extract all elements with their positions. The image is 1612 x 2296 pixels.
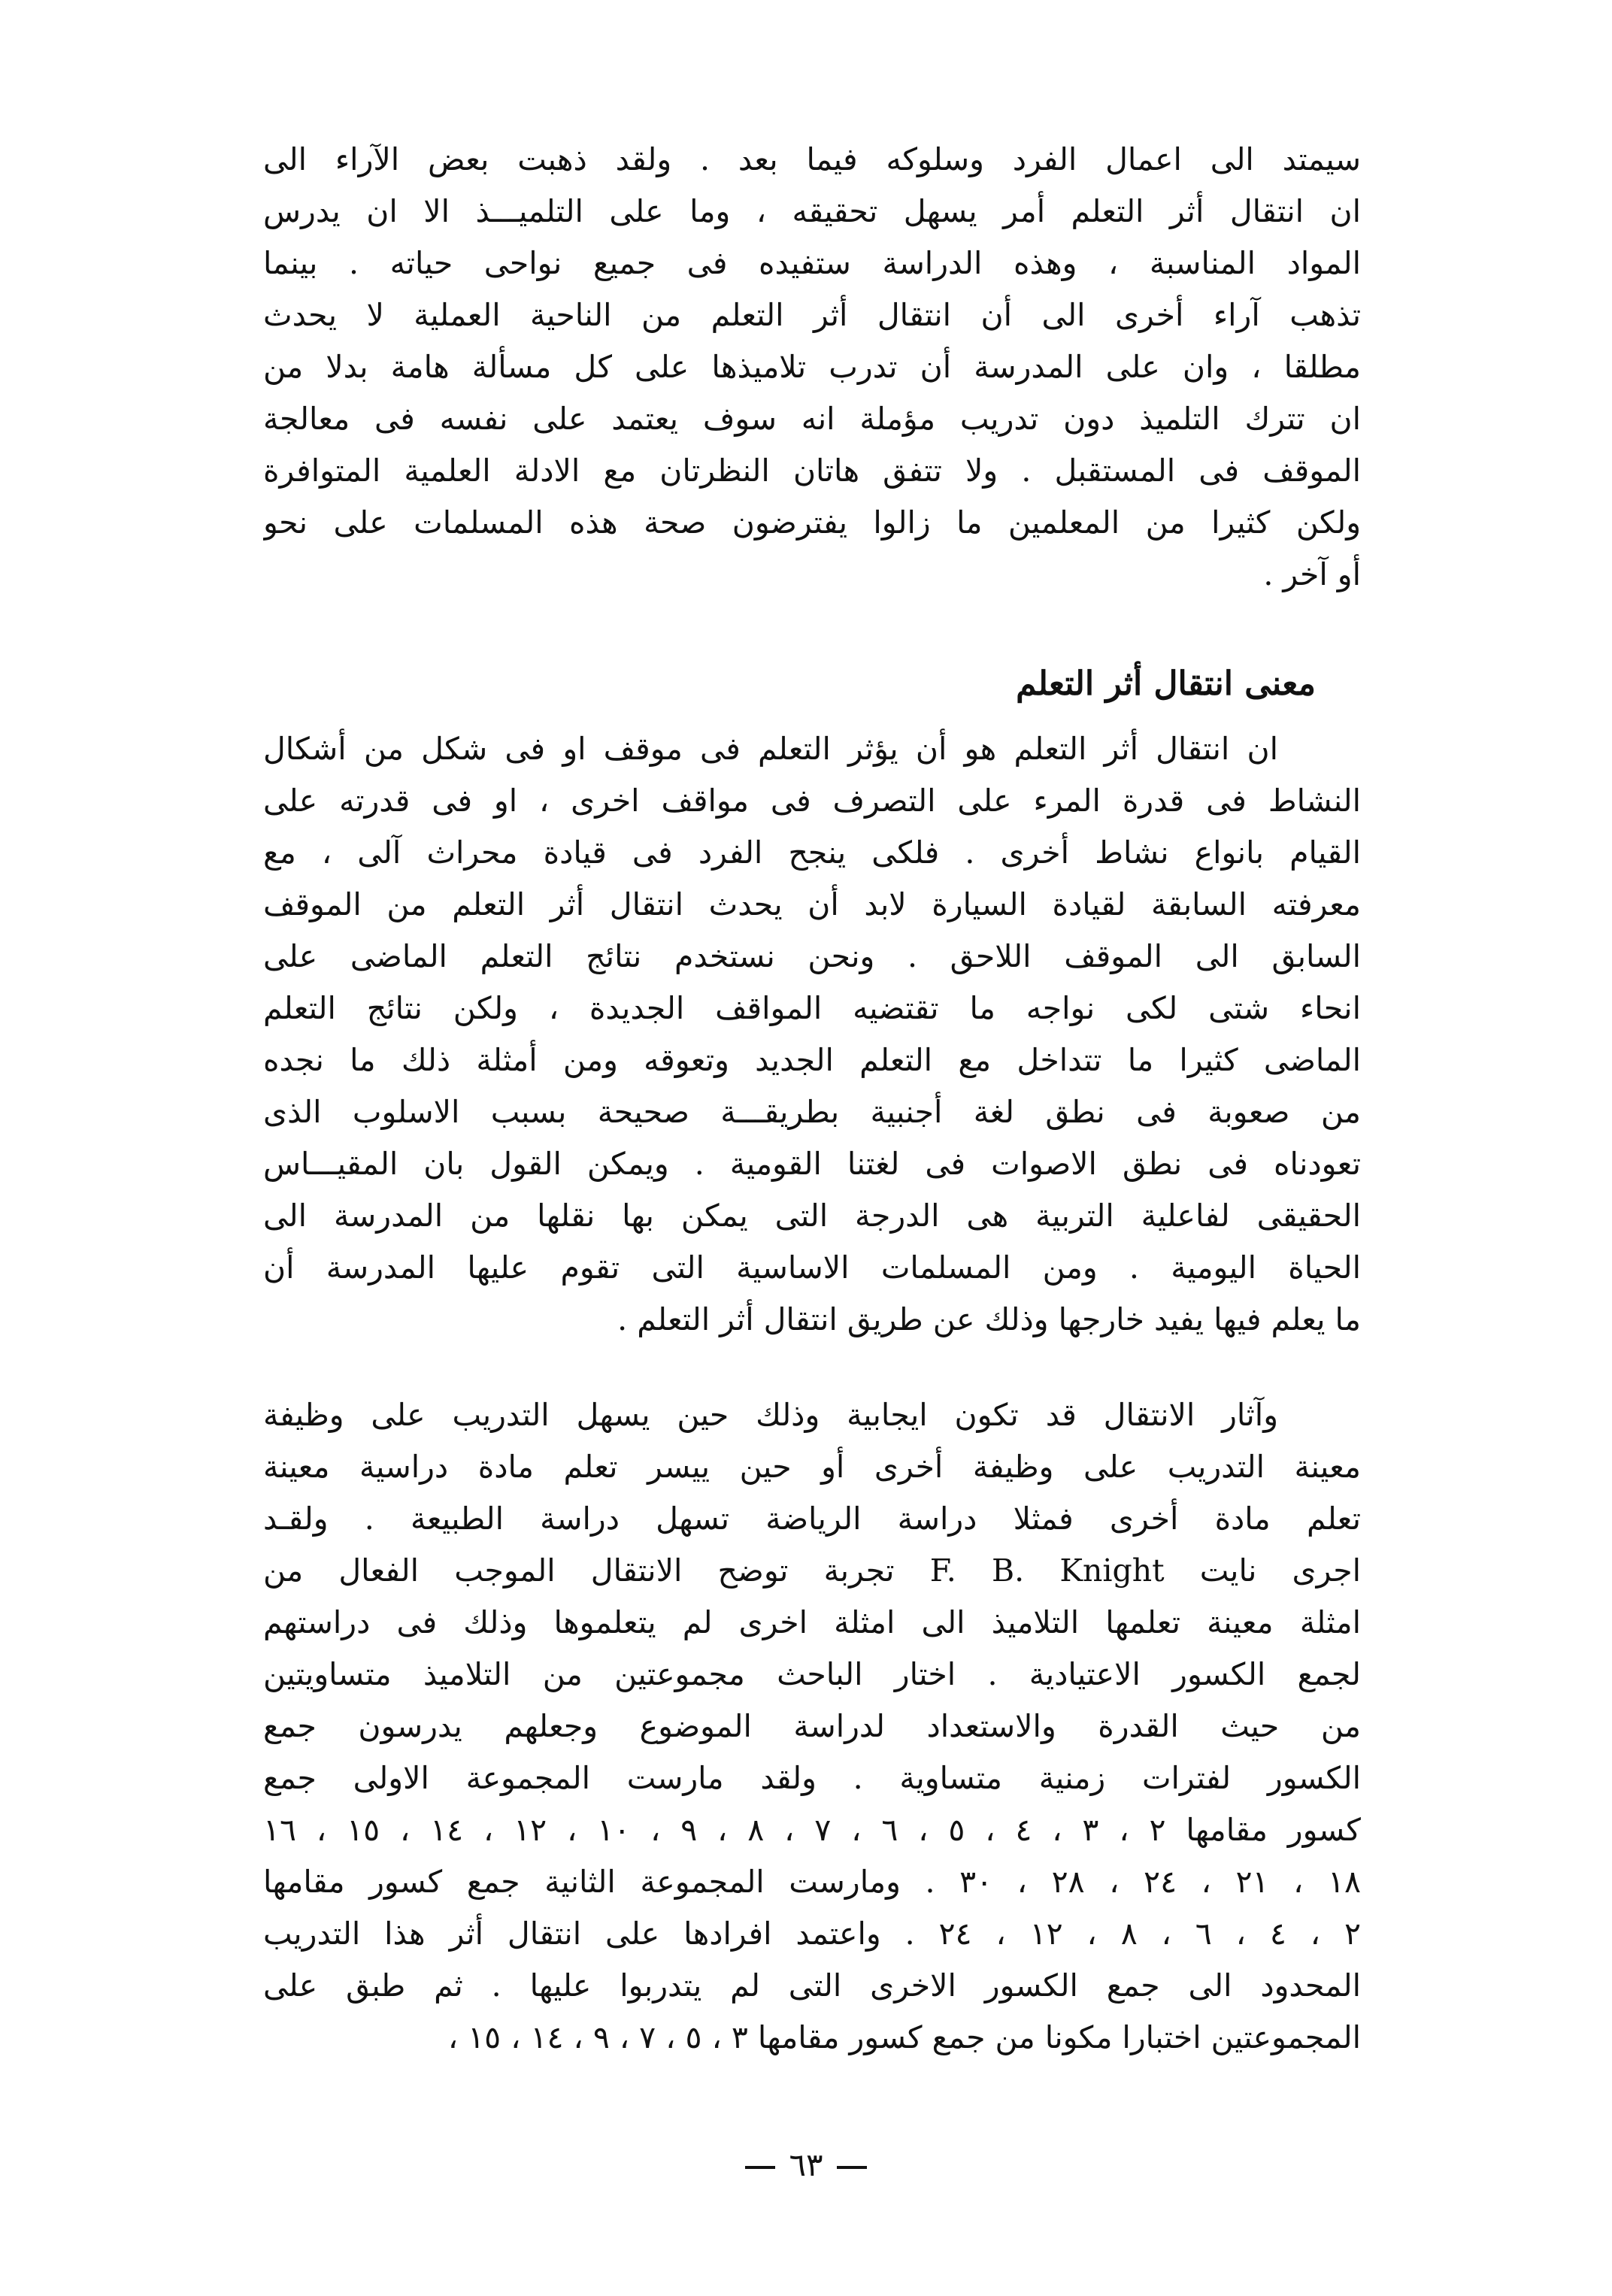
text-line: ان تترك التلميذ دون تدريب مؤملة انه سوف يعتمد على نفسه فى معالجة — [263, 401, 1361, 437]
text-line: المحدود الى جمع الكسور الاخرى التى لم يتدربوا عليها . ثم طبق على — [263, 1967, 1361, 2004]
page-number-footer — [0, 2146, 1612, 2183]
paragraph-positive-transfer — [263, 1389, 1361, 2064]
text-line: ولكن كثيرا من المعلمين ما زالوا يفترضون صحة هذه المسلمات على نحو — [263, 504, 1361, 541]
page-number: ٦٣ — [789, 2146, 823, 2183]
text-line: مطلقا ، وان على المدرسة أن تدرب تلاميذها على كل مسألة هامة بدلا من — [263, 349, 1361, 385]
section-heading-container — [263, 654, 1361, 714]
paragraph-opening — [263, 134, 1361, 601]
text-line: الموقف فى المستقبل . ولا تتفق هاتان النظرتان مع الادلة العلمية المتوافرة — [263, 453, 1361, 489]
text-line: معرفته السابقة لقيادة السيارة لابد أن يحدث انتقال أثر التعلم من الموقف — [263, 886, 1361, 922]
text-line: المواد المناسبة ، وهذه الدراسة ستفيده فى جميع نواحى حياته . بينما — [263, 245, 1361, 281]
text-line: لجمع الكسور الاعتيادية . اختار الباحث مجموعتين من التلاميذ متساويتين — [263, 1656, 1361, 1692]
dash-left — [837, 2166, 867, 2169]
text-line: وآثار الانتقال قد تكون ايجابية وذلك حين يسهل التدريب على وظيفة — [263, 1397, 1278, 1433]
text-line: ما يعلم فيها يفيد خارجها وذلك عن طريق انتقال أثر التعلم . — [617, 1301, 1361, 1337]
text-line: السابق الى الموقف اللاحق . ونحن نستخدم نتائج التعلم الماضى على — [263, 938, 1361, 974]
text-line: ان انتقال أثر التعلم أمر يسهل تحقيقه ، وما على التلميـــذ الا ان يدرس — [263, 193, 1361, 229]
text-line: الماضى كثيرا ما تتداخل مع التعلم الجديد وتعوقه ومن أمثلة ذلك ما نجده — [263, 1042, 1361, 1078]
text-line: ان انتقال أثر التعلم هو أن يؤثر التعلم فى موقف او فى شكل من أشكال — [263, 731, 1278, 767]
text-line: من صعوبة فى نطق لغة أجنبية بطريقـــة صحيحة بسبب الاسلوب الذى — [263, 1094, 1361, 1130]
text-line: الحياة اليومية . ومن المسلمات الاساسية التى تقوم عليها المدرسة أن — [263, 1249, 1361, 1286]
text-line: النشاط فى قدرة المرء على التصرف فى مواقف اخرى ، او فى قدرته على — [263, 783, 1361, 819]
text-line: انحاء شتى لكى نواجه ما تقتضيه المواقف الجديدة ، ولكن نتائج التعلم — [263, 990, 1361, 1026]
text-line: من حيث القدرة والاستعداد لدراسة الموضوع وجعلهم يدرسون جمع — [263, 1708, 1361, 1744]
text-line: الحقيقى لفاعلية التربية هى الدرجة التى يمكن بها نقلها من المدرسة الى — [263, 1198, 1361, 1234]
paragraph-definition — [263, 723, 1361, 1346]
text-line: معينة التدريب على وظيفة أخرى أو حين ييسر تعلم مادة دراسية معينة — [263, 1449, 1361, 1485]
dash-right — [745, 2166, 775, 2169]
text-line: أو آخر . — [1263, 556, 1361, 592]
text-line: الكسور لفترات زمنية متساوية . ولقد مارست المجموعة الاولى جمع — [263, 1760, 1361, 1796]
text-line: ١٨ ، ٢١ ، ٢٤ ، ٢٨ ، ٣٠ . ومارست المجموعة الثانية جمع كسور مقامها — [263, 1864, 1361, 1900]
text-line: تعلم مادة أخرى فمثلا دراسة الرياضة تسهل دراسة الطبيعة . ولقـد — [263, 1501, 1361, 1537]
text-line: امثلة معينة تعلمها التلاميذ الى امثلة اخرى لم يتعلموها وذلك فى دراستهم — [263, 1604, 1361, 1640]
section-heading: معنى انتقال أثر التعلم — [1016, 665, 1316, 703]
text-line: كسور مقامها ٢ ، ٣ ، ٤ ، ٥ ، ٦ ، ٧ ، ٨ ، ٩ ، ١٠ ، ١٢ ، ١٤ ، ١٥ ، ١٦ — [263, 1812, 1361, 1848]
text-line: المجموعتين اختبارا مكونا من جمع كسور مقامها ٣ ، ٥ ، ٧ ، ٩ ، ١٤ ، ١٥ ، — [447, 2019, 1361, 2055]
text-line: ٢ ، ٤ ، ٦ ، ٨ ، ١٢ ، ٢٤ . واعتمد افرادها على انتقال أثر هذا التدريب — [263, 1916, 1361, 1952]
text-line: القيام بانواع نشاط أخرى . فلكى ينجح الفرد فى قيادة محراث آلى ، مع — [263, 834, 1361, 871]
text-line: تذهب آراء أخرى الى أن انتقال أثر التعلم من الناحية العملية لا يحدث — [263, 297, 1361, 333]
text-line: اجرى نايت F. B. Knight تجربة توضح الانتقال الموجب الفعال من — [263, 1552, 1361, 1589]
text-line: سيمتد الى اعمال الفرد وسلوكه فيما بعد . ولقد ذهبت بعض الآراء الى — [263, 141, 1361, 177]
text-line: تعودناه فى نطق الاصوات فى لغتنا القومية . ويمكن القول بان المقيـــاس — [263, 1146, 1361, 1182]
